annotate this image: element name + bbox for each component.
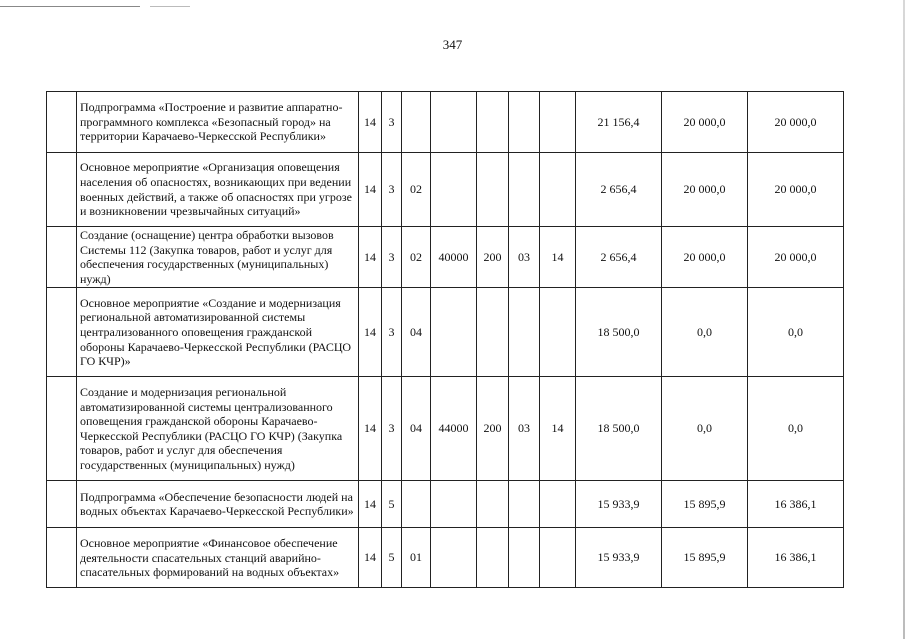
- budget-table: [46, 91, 844, 588]
- code-cell: [540, 528, 576, 588]
- scan-edge-line: [150, 6, 190, 7]
- code-cell: [402, 92, 431, 153]
- amount-cell: 15 933,9: [576, 528, 662, 588]
- code-cell: 5: [382, 528, 402, 588]
- amount-cell: 20 000,0: [662, 227, 748, 288]
- amount-cell: 20 000,0: [662, 153, 748, 227]
- code-cell: 40000: [431, 227, 477, 288]
- row-number-cell: [47, 481, 77, 528]
- code-cell: [540, 481, 576, 528]
- code-cell: [509, 288, 540, 377]
- table-row: [47, 227, 844, 288]
- code-cell: [540, 92, 576, 153]
- amount-cell: 20 000,0: [748, 153, 844, 227]
- code-cell: 01: [402, 528, 431, 588]
- code-cell: [431, 92, 477, 153]
- table-row: [47, 288, 844, 377]
- code-cell: [477, 528, 509, 588]
- code-cell: 14: [359, 288, 382, 377]
- code-cell: 3: [382, 377, 402, 481]
- row-name-cell: Основное мероприятие «Создание и модернизация региональной автоматизированной системы централизованного оповещения гражданской обороны Карачаево-Черкесской Республики (РАСЦО ГО КЧР)»: [77, 288, 359, 377]
- amount-cell: 18 500,0: [576, 288, 662, 377]
- amount-cell: 15 895,9: [662, 481, 748, 528]
- code-cell: 200: [477, 377, 509, 481]
- code-cell: [509, 481, 540, 528]
- row-name-cell: Создание (оснащение) центра обработки вызовов Системы 112 (Закупка товаров, работ и услуг для обеспечения государственных (муниципальных) нужд): [77, 227, 359, 288]
- code-cell: [431, 153, 477, 227]
- amount-cell: 16 386,1: [748, 481, 844, 528]
- row-name-cell: Подпрограмма «Обеспечение безопасности людей на водных объектах Карачаево-Черкесской Республики»: [77, 481, 359, 528]
- row-name-cell: Основное мероприятие «Финансовое обеспечение деятельности спасательных станций аварийно-спасательных формирований на водных объектах»: [77, 528, 359, 588]
- table-row: [47, 481, 844, 528]
- row-number-cell: [47, 528, 77, 588]
- amount-cell: 18 500,0: [576, 377, 662, 481]
- code-cell: 44000: [431, 377, 477, 481]
- code-cell: 14: [359, 377, 382, 481]
- code-cell: [540, 153, 576, 227]
- code-cell: [477, 153, 509, 227]
- row-number-cell: [47, 377, 77, 481]
- code-cell: 03: [509, 377, 540, 481]
- code-cell: 04: [402, 288, 431, 377]
- code-cell: 02: [402, 153, 431, 227]
- amount-cell: 0,0: [748, 288, 844, 377]
- code-cell: 02: [402, 227, 431, 288]
- code-cell: 14: [359, 227, 382, 288]
- amount-cell: 0,0: [662, 377, 748, 481]
- code-cell: [431, 288, 477, 377]
- code-cell: [509, 528, 540, 588]
- page-number: 347: [442, 37, 463, 52]
- row-number-cell: [47, 153, 77, 227]
- code-cell: [477, 92, 509, 153]
- code-cell: [431, 481, 477, 528]
- row-name-cell: Подпрограмма «Построение и развитие аппаратно-программного комплекса «Безопасный город» на территории Карачаево-Черкесской Республики»: [77, 92, 359, 153]
- table-row: [47, 92, 844, 153]
- code-cell: 3: [382, 227, 402, 288]
- amount-cell: 21 156,4: [576, 92, 662, 153]
- code-cell: 03: [509, 227, 540, 288]
- code-cell: 04: [402, 377, 431, 481]
- code-cell: [402, 481, 431, 528]
- code-cell: 14: [540, 227, 576, 288]
- code-cell: [477, 481, 509, 528]
- table-row: [47, 153, 844, 227]
- amount-cell: 2 656,4: [576, 227, 662, 288]
- code-cell: 14: [359, 528, 382, 588]
- code-cell: 14: [359, 153, 382, 227]
- amount-cell: 0,0: [748, 377, 844, 481]
- row-name-cell: Создание и модернизация региональной автоматизированной системы централизованного оповещения гражданской обороны Карачаево-Черкесской Республики (РАСЦО ГО КЧР) (Закупка товаров, работ и услуг для обеспечения государственных (муниципальных) нужд): [77, 377, 359, 481]
- code-cell: 5: [382, 481, 402, 528]
- amount-cell: 20 000,0: [748, 92, 844, 153]
- amount-cell: 0,0: [662, 288, 748, 377]
- amount-cell: 2 656,4: [576, 153, 662, 227]
- table-row: [47, 377, 844, 481]
- code-cell: 14: [359, 92, 382, 153]
- code-cell: 14: [540, 377, 576, 481]
- amount-cell: 16 386,1: [748, 528, 844, 588]
- amount-cell: 15 933,9: [576, 481, 662, 528]
- code-cell: 3: [382, 92, 402, 153]
- scan-edge-line: [0, 6, 140, 7]
- code-cell: 3: [382, 288, 402, 377]
- row-number-cell: [47, 227, 77, 288]
- code-cell: [431, 528, 477, 588]
- code-cell: 3: [382, 153, 402, 227]
- amount-cell: 15 895,9: [662, 528, 748, 588]
- code-cell: [509, 92, 540, 153]
- code-cell: [509, 153, 540, 227]
- code-cell: 200: [477, 227, 509, 288]
- row-number-cell: [47, 92, 77, 153]
- amount-cell: 20 000,0: [748, 227, 844, 288]
- code-cell: [477, 288, 509, 377]
- code-cell: [540, 288, 576, 377]
- table-row: [47, 528, 844, 588]
- code-cell: 14: [359, 481, 382, 528]
- amount-cell: 20 000,0: [662, 92, 748, 153]
- row-name-cell: Основное мероприятие «Организация оповещения населения об опасностях, возникающих при ведении военных действий, а также об опасностях при угрозе и возникновении чрезвычайных ситуаций»: [77, 153, 359, 227]
- row-number-cell: [47, 288, 77, 377]
